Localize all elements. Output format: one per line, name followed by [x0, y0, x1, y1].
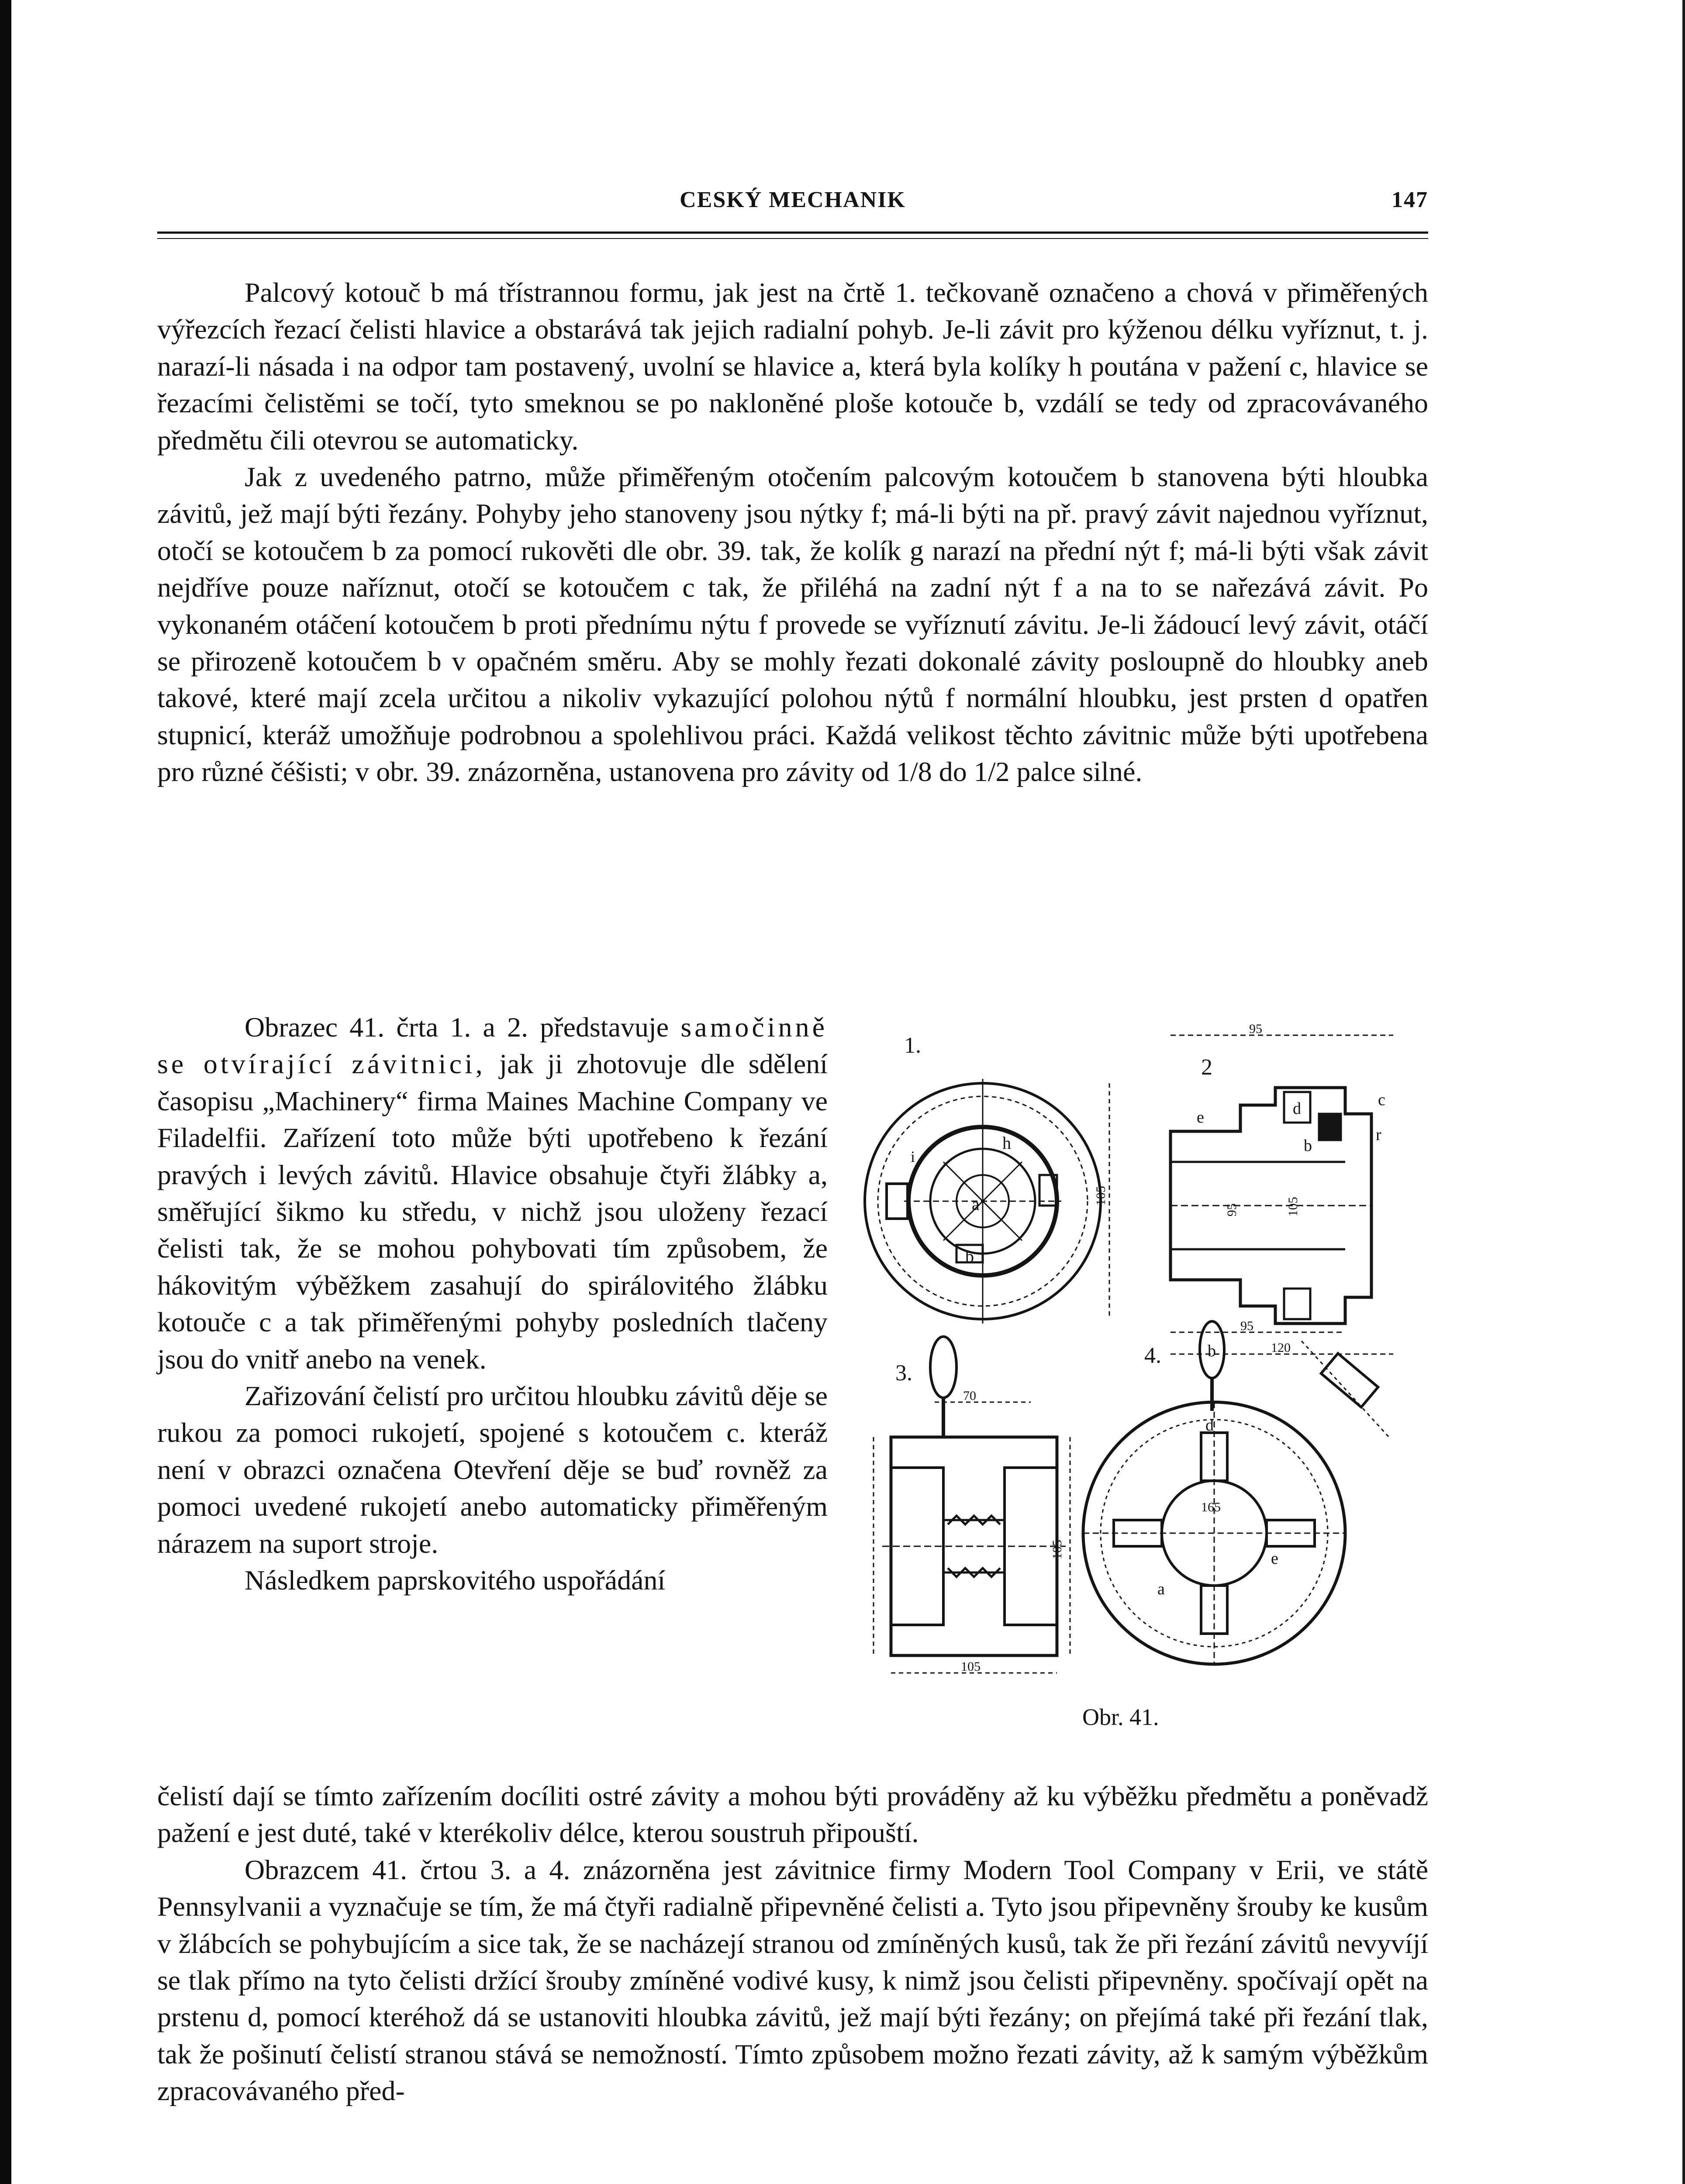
- label-e: e: [1197, 1108, 1204, 1127]
- text-block-bottom: [157, 1778, 1428, 2110]
- dimension: 95: [1249, 1022, 1262, 1036]
- text-block-top: [157, 274, 1428, 791]
- label-a: a: [972, 1194, 980, 1214]
- paragraph: [157, 1009, 828, 1378]
- sketch-3: [874, 1337, 1070, 1674]
- header-rule-thick: [157, 232, 1428, 234]
- paragraph: Následkem paprskovitého uspořádání: [245, 1565, 666, 1596]
- dimension: 95: [1225, 1203, 1239, 1216]
- running-header: [157, 187, 1428, 218]
- paragraph: čelistí dají se tímto zařízením docíliti ostré závity a mohou býti prováděny až ku výběžku předmětu a poněvadž pažení e jest duté, také v kterékoliv délce, kterou soustruh připouští.: [157, 1780, 1428, 1849]
- technical-drawing: [856, 1018, 1424, 1699]
- paragraph: Jak z uvedeného patrno, může přiměřeným otočením palcovým kotoučem b stanovena býti hloubka závitů, jež mají býti řezány. Pohyby jeho stanoveny jsou nýtky f; má-li býti na př. pravý závit najednou vyříznut, otočí se kotoučem b za pomocí rukověti dle obr. 39. tak, že kolík g narazí na přední nýt f; má-li býti však závit nejdříve pouze naříznut, otočí se kotoučem c tak, že přiléhá na zadní nýt f a na to se nařezává závit. Po vykonaném otáčení kotoučem b proti přednímu nýtu f provede se vyříznutí závitu. Je-li žádoucí levý závit, otáčí se přirozeně kotoučem b v opačném směru. Aby se mohly řezati dokonalé závity posloupně do hloubky aneb takové, které mají zcela určitou a nikoliv vykazující polohou nýtů f normální hloubku, jest prsten d opatřen stupnicí, kteráž umožňuje podrobnou a spolehlivou práci. Každá velikost těchto závitnic může býti upotřebena pro různé čéšisti; v obr. 39. znázorněna, ustanovena pro závity od 1/8 do 1/2 palce silné.: [157, 461, 1428, 788]
- figure-41: [856, 1018, 1424, 1752]
- label-h: h: [1002, 1133, 1011, 1153]
- paragraph: Palcový kotouč b má třístrannou formu, jak jest na črtě 1. tečkovaně označeno a chová v přiměřených výřezcích řezací čelisti hlavice a obstarává tak jejich radialní pohyb. Je-li závit pro kýženou délku vyříznut, t. j. narazí-li násada i na odpor tam postavený, uvolní se hlavice a, která byla kolíky h poutána v pažení c, hlavice se řezacími čelistěmi se točí, tyto smeknou se po nakloněné ploše kotouče b, vzdálí se tedy od zpracovávaného předmětu čili otevrou se automaticky.: [157, 277, 1428, 456]
- emphasized-phrase: samočinně se otvírající závitnici,: [157, 1012, 828, 1080]
- text-block-beside-figure: [157, 1009, 828, 1599]
- label-b2: b: [1304, 1137, 1312, 1155]
- sketch-number: 4.: [1144, 1343, 1161, 1368]
- dimension: 105: [1286, 1197, 1300, 1216]
- sketch-number: 1.: [904, 1033, 921, 1058]
- header-rule-thin: [157, 238, 1428, 239]
- dimension: 105: [1094, 1186, 1108, 1206]
- sketch-2: [1171, 1022, 1393, 1355]
- label-d2: d: [1205, 1416, 1214, 1434]
- label-c: c: [1378, 1091, 1385, 1109]
- label-b3: b: [1208, 1342, 1216, 1360]
- journal-title: CESKÝ MECHANIK: [680, 187, 906, 212]
- paragraph: Obrazcem 41. črtou 3. a 4. znázorněna jest závitnice firmy Modern Tool Company v Erii, ve státě Pennsylvanii a vyznačuje se tím, že má čtyři radialně připevněné čelisti a. Tyto jsou připevněny šrouby ke kusům v žlábcích se pohybujícím a sice tak, že se nacházejí stranou od zmíněných kusů, tak že při řezání závitů nevyvíjí se tlak přímo na tyto čelisti držící šrouby zmíněné vodivé kusy, k nimž jsou čelisti připevněny. spočívají opět na prstenu d, pomocí kteréhož dá se ustanoviti hloubka závitů, jež mají býti řezány; on přejímá také při řezání tlak, tak že pošinutí čelistí stranou stává se nemožností. Tímto způsobem možno řezati závity, až k samým výběžkům zpracovávaného před-: [157, 1854, 1428, 2107]
- sketch-4: [1083, 1321, 1389, 1664]
- dimension: 165: [1201, 1500, 1221, 1514]
- paragraph-rest: jak ji zhotovuje dle sdělení časopisu „Machinery“ firma Maines Machine Company ve Filadelfii. Zařízení toto může býti upotřebeno k řezání pravých i levých závitů. Hlavice obsahuje čtyři žlábky a, směřující šikmo ku středu, v nichž jsou uloženy řezací čelisti tak, že se mohou pohybovati tím způsobem, že hákovitým výběžkem zasahují do spirálovitého žlábku kotouče c a tak přiměřenými pohyby posledních tlačeny jsou do vnitř anebo na venek.: [157, 1048, 828, 1375]
- label-a2: a: [1157, 1580, 1165, 1598]
- paragraph-intro: Obrazec 41. črta 1. a 2. představuje: [245, 1012, 669, 1043]
- page-number: 147: [1392, 187, 1428, 212]
- label-i: i: [911, 1148, 915, 1165]
- dimension: 95: [1240, 1319, 1253, 1333]
- dimension: 105: [961, 1659, 981, 1674]
- dimension: 105: [1050, 1540, 1064, 1559]
- label-d: d: [1293, 1099, 1301, 1118]
- label-e2: e: [1271, 1549, 1278, 1568]
- label-b: b: [965, 1247, 974, 1266]
- sketch-number: 2: [1201, 1055, 1212, 1080]
- figure-caption: Obr. 41.: [1082, 1704, 1159, 1730]
- sketch-1: [865, 1033, 1109, 1324]
- dimension: 120: [1271, 1341, 1291, 1355]
- sketch-number: 3.: [895, 1361, 912, 1386]
- scan-frame-left: [0, 0, 11, 2184]
- paragraph: Zařizování čelistí pro určitou hloubku závitů děje se rukou za pomoci rukojetí, spojené s kotoučem c. kteráž není v obrazci označena Otevření děje se buď rovněž za pomoci uvedené rukojetí anebo automaticky přiměřeným nárazem na suport stroje.: [157, 1380, 828, 1559]
- dimension: 70: [963, 1389, 976, 1403]
- scan-frame-right: [1682, 0, 1685, 2184]
- label-r: r: [1376, 1126, 1381, 1144]
